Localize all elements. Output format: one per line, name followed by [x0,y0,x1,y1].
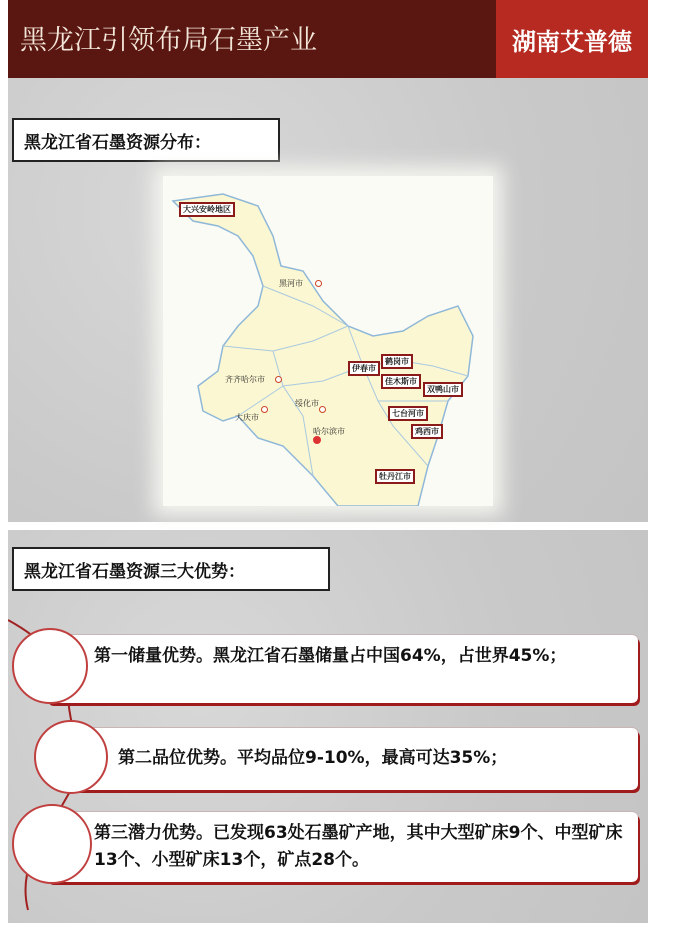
map-label-qiqihar: 齐齐哈尔市 [225,375,265,384]
map-label-hegang: 鹤岗市 [381,354,413,369]
map-label-yichun: 伊春市 [348,361,380,376]
map-label-mudanjiang: 牡丹江市 [375,469,415,484]
section-label-distribution: 黑龙江省石墨资源分布： [12,118,280,162]
section-label-advantages: 黑龙江省石墨资源三大优势： [12,547,330,591]
advantage-text: 第一储量优势。黑龙江省石墨储量占中国64%，占世界45%； [94,646,567,666]
bullet-circle [12,628,88,704]
map-label-jixi: 鸡西市 [411,424,443,439]
map-label-suihua: 绥化市 [295,399,319,408]
slide-distribution [8,0,648,522]
page-title: 黑龙江引领布局石墨产业 [20,25,317,56]
province-outline [173,194,473,506]
map-shape [163,176,493,506]
header-bar [8,0,648,78]
city-marker [315,280,322,287]
map-label-jiamusi: 佳木斯市 [381,374,421,389]
map-label-daxinganling: 大兴安岭地区 [179,202,235,217]
advantage-item [46,635,638,703]
advantage-text: 第二品位优势。平均品位9-10%，最高可达35%； [118,748,508,768]
heilongjiang-map [163,176,493,506]
capital-marker [313,436,321,444]
slide-advantages [8,530,648,923]
brand-name: 湖南艾普德 [512,27,632,56]
map-label-harbin: 哈尔滨市 [313,427,345,436]
brand-badge [496,0,648,78]
map-label-heihe: 黑河市 [279,279,303,288]
advantage-text: 第三潜力优势。已发现63处石墨矿产地，其中大型矿床9个、中型矿床13个、小型矿床13个，矿点28个。 [94,823,623,870]
map-label-qitaihe: 七台河市 [388,406,428,421]
advantage-item [46,812,638,882]
bullet-circle [12,804,92,884]
city-marker [261,406,268,413]
map-label-daqing: 大庆市 [235,413,259,422]
city-marker [319,406,326,413]
advantage-item [70,728,638,790]
city-marker [275,376,282,383]
map-label-shuangyashan: 双鸭山市 [423,382,463,397]
bullet-circle [34,720,108,794]
